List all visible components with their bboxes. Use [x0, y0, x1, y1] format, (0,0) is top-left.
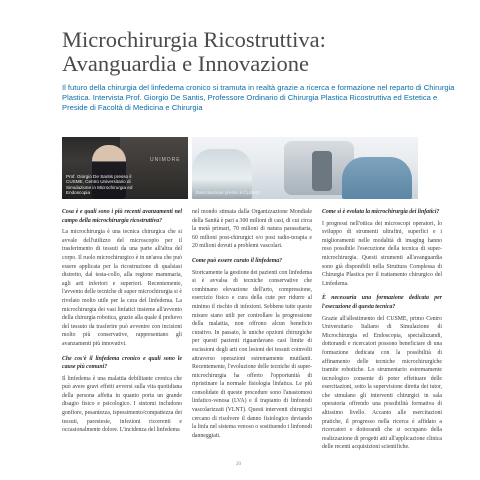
photo-professor — [62, 137, 188, 199]
photo-surgeon-cap — [342, 157, 412, 199]
answer-2: Il linfedema è una malattia debilitante cronica che può avere gravi effetti avversi sulla vita quotidiana della persona affetta in quanto porta un grande disagio fisico e psicologico. I sintomi includono gonfiore, pesantezza, ispessimento/compattezza dei tessuti, parestesie, infezioni ricorrenti e occasionalmente dolore. L'incidenza del linfedema — [62, 375, 182, 434]
answer-3: Storicamente la gestione dei pazienti con linfedema si è avvalsa di tecniche conservative che combinano elevazione dell'arto, compressione, esercizio fisico e cura della cute per ridurre al minimo il rischio di infezioni. Sebbene tutte queste misure siano utili per controllare la progressione della malattia, non offrono alcun beneficio curativo. In passato, le uniche opzioni chirurgiche per questi pazienti riguardavano casi limite di escissioni degli arti con lesioni dei tessuti coinvolti attraverso operazioni estremamente mutilanti. Recentemente, l'evoluzione delle tecniche di super-microchirurgia ha offerto l'opportunità di ripristinare la normale fisiologia linfatica. Le più consolidate di queste procedure sono l'anastomosi linfatico-venosa (LVA) e il trapianto di linfonodi vascolarizzati (VLNT). Questi interventi chirurgici cercano di risolvere il danno fisiologico deviando la linfa nel sistema venoso o sostituendo i linfonodi danneggiati. — [192, 269, 312, 439]
question-3: Come può essere curato il linfedema? — [192, 257, 283, 264]
photo-logo-text: UNIMORE — [150, 157, 181, 163]
question-1: Cosa è e quali sono i più recenti avanzamenti nel campo della microchirurgia ricostruttiva? — [62, 209, 182, 224]
text-column-1 — [62, 208, 182, 441]
answer-1: La microchirurgia è una tecnica chirurgica che si avvale dell'utilizzo del microscopio per il trasferimento di tessuti da una parte all'altra del corpo. Il ruolo microchirurgico è in un'area che può essere applicata per la ricostruzione di qualsiasi distretto, dal testa-collo, alla regione mammaria, agli arti inferiori e superiori. Recentemente, l'avvento delle tecniche di super microchirurgia si è rivelato molto utile per la cura del linfedema. La microchirurgia dei vasi linfatici insieme all'avvento della chirurgia robotica, grazie alla quale il prelievo del tessuto da trasferire può avvenire con incisioni molto più conservative, rappresentano gli avanzamenti più innovativi. — [62, 229, 182, 347]
photo-microscope-arm — [312, 151, 332, 191]
text-column-3 — [322, 208, 442, 458]
title-line-2: Avanguardia e Innovazione — [62, 51, 309, 76]
text-column-2 — [192, 208, 312, 446]
photo-caption-right: Esercitazione presso il CUSME — [196, 190, 260, 196]
title-line-1: Microchirurgia Ricostruttiva: — [62, 27, 326, 52]
page-number: 20 — [236, 462, 241, 467]
question-2: Che cos'è il linfedema cronico e quali sono le cause più comuni? — [62, 355, 182, 371]
question-5: È necessaria una formazione dedicata per l'esecuzione di questa tecnica? — [322, 295, 442, 310]
article-title — [62, 28, 462, 76]
article-subtitle: Il futuro della chirurgia del linfedema cronico si tramuta in realtà grazie a ricerca e formazione nel reparto di Chirurgia Plastica. Intervista Prof. Giorgio De Santis, Professore Ordinario di Chirurgia Plastica Ricostruttiva ed Estetica e Preside di Facoltà di Medicina e Chirurgia — [62, 83, 455, 112]
answer-4: I progressi nell'ottica dei microscopi operatori, lo sviluppo di strumenti ultrafini, superfici e i miglioramenti nelle modalità di imaging hanno reso possibile l'esecuzione della tecnica di super-microchirurgia. Questi strumenti all'avanguardia sono già disponibili nella Struttura Complessa di Chirurgia Plastica per il trattamento chirurgico del Linfedema. — [322, 220, 442, 287]
answer-2-continued: nel mondo stimata dalla Organizzazione Mondiale della Sanità è pari a 300 milioni di casi, di cui circa la metà primari, 70 milioni di natura parassitaria, 60 milioni post-chirurgici o/o post radio-terapia e 20 milioni dovuti a problemi vascolari. — [192, 209, 312, 250]
answer-5: Grazie all'allestimento del CUSME, primo Centro Universitario Italiano di Simulazione di Microchirurgia ed Endoscopia, specializzandi, dottorandi e ricercatori possono beneficiare di una formazione dedicata con la possibilità di affinamento delle tecniche microchirurgiche tramite robotiche. Lo strumentario estremamente tecnologico consente di poter effettuare delle esercitazioni, sotto la supervisione diretta dei tutor, che simulano gli interventi chirurgici in sala operatoria offrendo una possibilità formativa di altissimo livello. Accanto alle esercitazioni pratiche, il progresso nella ricerca è affidato a ricercatori e dottorandi che si occupano della realizzazione di progetti atti all'applicazione clinica delle recenti acquisizioni scientifiche. — [322, 315, 442, 451]
photo-training — [192, 137, 418, 199]
photo-caption-left: Prof. Giorgio De Santis presso il CUSME, Centro Universitario di Simulazione in Microchirurgia ed Endoscopia — [66, 173, 133, 196]
question-4: Come si è evoluta la microchirurgia dei linfatici? — [322, 209, 440, 215]
